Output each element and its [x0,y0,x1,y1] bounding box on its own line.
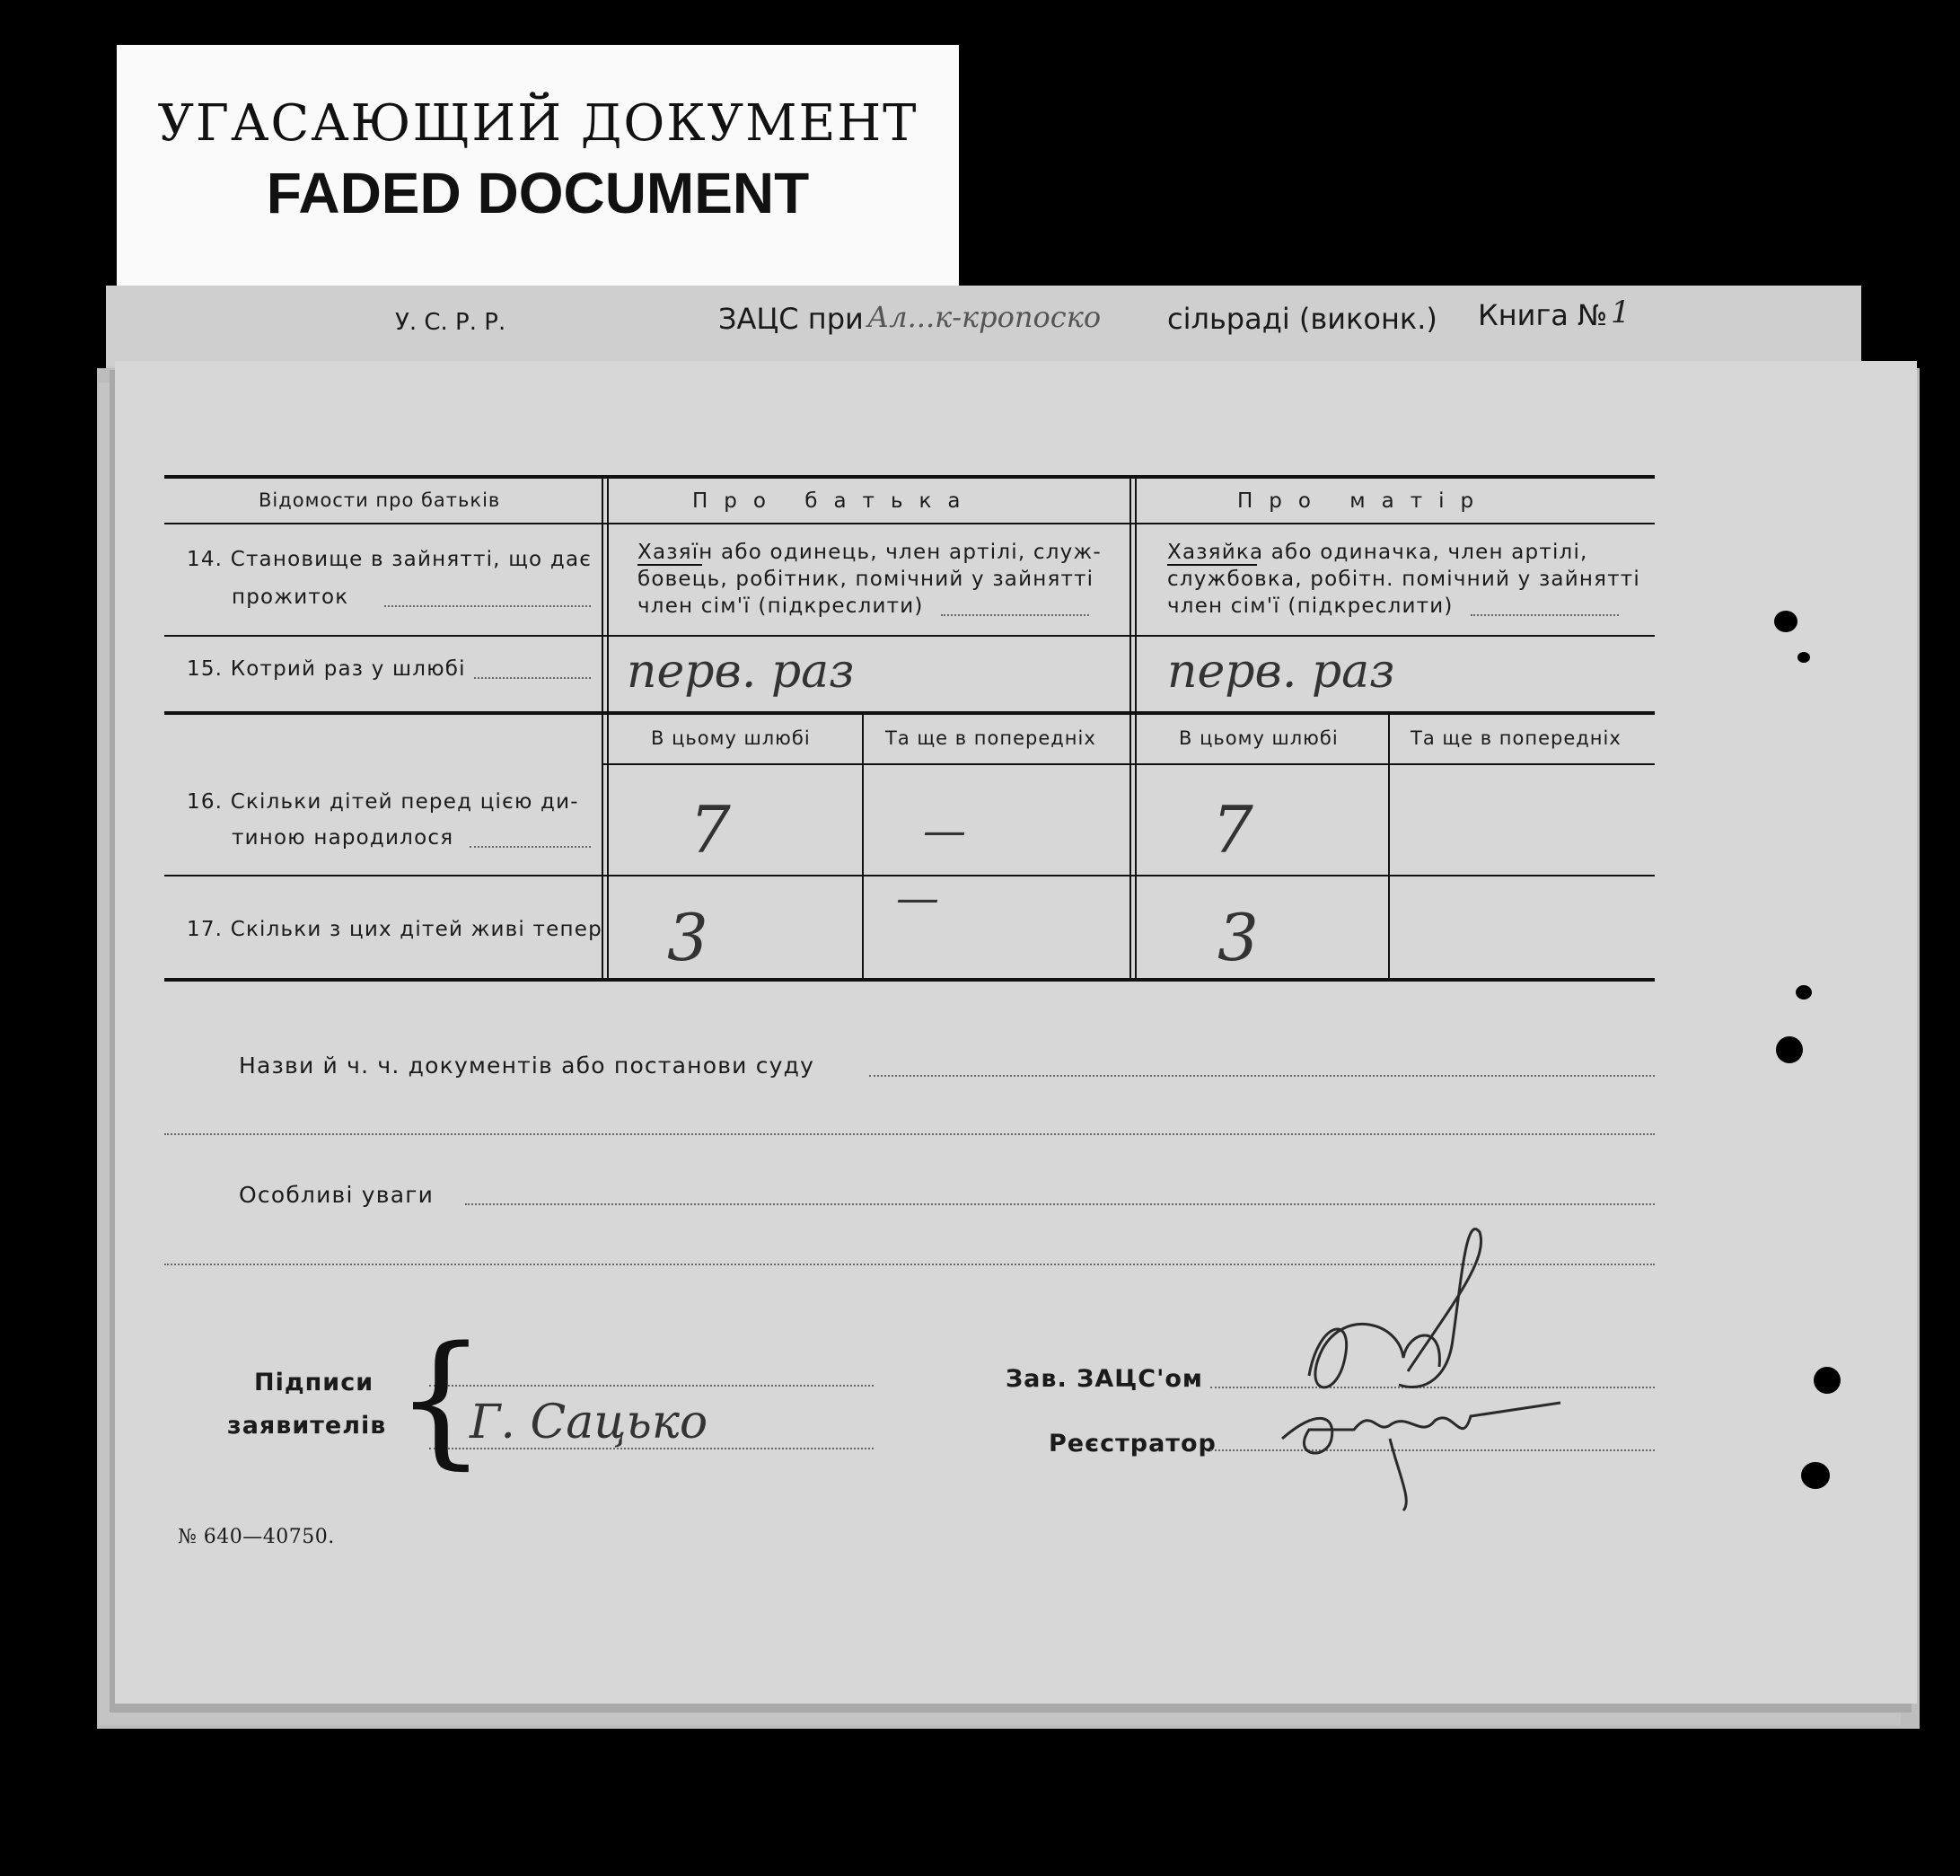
col-divider-1b [607,475,609,980]
row15-label: 15. Котрий раз у шлюбі [187,657,466,681]
form-sheet [115,361,1917,1704]
registrar-label: Реєстратор [1049,1430,1217,1458]
row16-label-line2: тиною народилося [232,826,454,850]
row16-leader-dots [470,846,591,848]
punch-hole [1814,1367,1841,1394]
official-signatures [1219,1223,1578,1519]
row17-father-this: 3 [667,900,708,975]
punch-hole [1776,1036,1803,1063]
row16-father-this: 7 [690,792,731,868]
row15-rule [164,711,1655,715]
subheader-mother-this: В цьому шлюбі [1179,727,1339,749]
row14-father-line3: член сім'ї (підкреслити) [637,595,924,618]
row14-mother-line2: службовка, робітн. помічний у зайнятті [1167,568,1640,591]
row15-father-handwritten: перв. раз [627,645,855,699]
applicants-label-line2: заявителів [227,1412,387,1440]
form-number: № 640—40750. [178,1526,335,1548]
table-bottom-rule [164,978,1655,982]
punch-hole [1774,611,1797,632]
header-father: Про батька [692,489,977,513]
label-english: FADED DOCUMENT [266,161,810,225]
header-mother: Про матір [1237,489,1490,513]
row14-mother-dots [1471,614,1619,616]
row14-father-line2: бовець, робітник, помічний у зайнятті [637,568,1094,591]
applicant-sign-line-1 [429,1385,874,1387]
row14-label-line2: прожиток [232,586,349,609]
row14-father-dots [941,614,1089,616]
header-info: Відомости про батьків [259,489,501,511]
signature-brace: { [395,1315,487,1483]
remarks-dots-1 [465,1203,1655,1205]
row17-mother-this: 3 [1217,900,1259,975]
row16-mother-this: 7 [1212,792,1253,868]
book-label: Книга № [1478,298,1608,332]
republic-label: У. С. Р. Р. [395,309,506,336]
row15-leader-dots [474,677,591,679]
row14-leader-dots [384,605,591,607]
punch-hole [1801,1462,1830,1489]
row17-father-prev: — [896,873,939,923]
row17-label: 17. Скільки з цих дітей живі тепер [187,918,602,941]
punch-hole [1796,985,1812,1000]
documents-dots-1 [869,1075,1655,1077]
applicants-label-line1: Підписи [254,1369,374,1396]
subheader-mother-prev: Та ще в попередніх [1411,727,1622,749]
subheader-rule [602,763,1655,765]
village-handwritten: Ал...к-кропоско [867,300,1102,334]
label-russian: УГАСАЮЩИЙ ДОКУМЕНТ [157,94,918,153]
col-divider-2 [1129,475,1131,980]
subheader-father-prev: Та ще в попередніх [885,727,1096,749]
zags-prefix: ЗАЦС при [718,302,864,336]
row16-father-prev: — [923,806,966,856]
underline-khaziain [637,564,702,566]
remarks-label: Особливі уваги [239,1182,435,1208]
book-number: 1 [1611,295,1630,330]
documents-dots-2 [164,1133,1655,1135]
table-top-rule [164,475,1655,479]
back-sheet-header [106,286,1861,366]
subheader-father-this: В цьому шлюбі [651,727,811,749]
row15-mother-handwritten: перв. раз [1167,645,1395,699]
row14-mother-line1: Хазяйка або одиначка, член артілі, [1167,541,1588,564]
head-label: Зав. ЗАЦС'ом [1006,1365,1203,1393]
row14-rule [164,635,1655,637]
col-divider-mother-sub [1388,713,1390,979]
row16-label-line1: 16. Скільки дітей перед цією ди- [187,790,579,814]
col-divider-1 [602,475,603,980]
table-header-rule [164,523,1655,524]
col-divider-2b [1135,475,1137,980]
faded-document-label [117,45,959,289]
underline-khaziaika [1167,564,1257,566]
punch-hole [1797,652,1810,663]
documents-label: Назви й ч. ч. документів або постанови суду [239,1052,815,1079]
applicant-signature: Г. Сацько [470,1396,708,1449]
row14-father-line1: Хазяїн або одинець, член артілі, служ- [637,541,1102,564]
col-divider-father-sub [862,713,864,979]
council-label: сільраді (виконк.) [1167,302,1437,336]
row14-label-line1: 14. Становище в зайнятті, що дає [187,548,593,571]
row14-mother-line3: член сім'ї (підкреслити) [1167,595,1454,618]
